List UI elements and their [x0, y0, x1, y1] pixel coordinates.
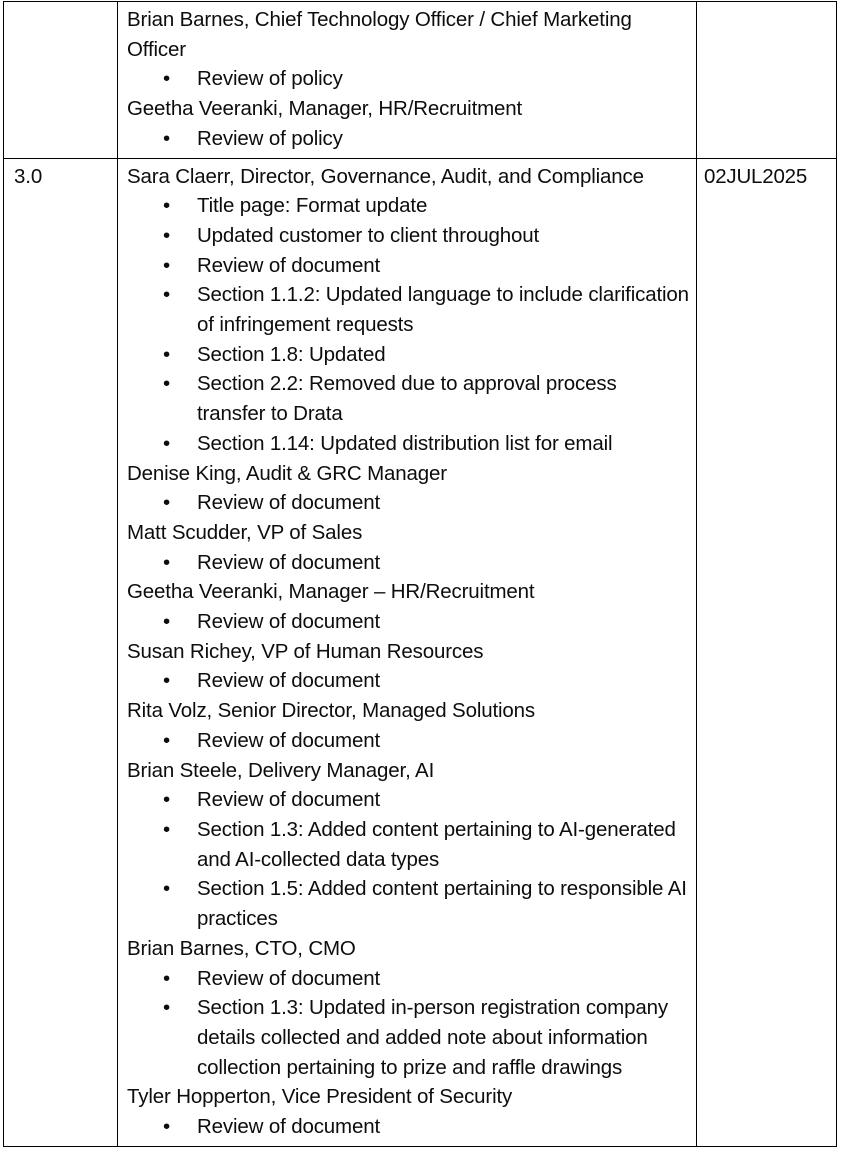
version-value: 3.0 [14, 164, 43, 188]
version-cell [4, 158, 118, 1146]
reviewer-name: Susan Richey, VP of Human Resources [127, 639, 484, 663]
reviewer-name: Denise King, Audit & GRC Manager [127, 461, 447, 485]
change-list-item: • Section 1.14: Updated distribution list for email [127, 429, 690, 459]
change-list-item: • Review of policy [127, 64, 690, 94]
change-list [127, 964, 690, 1083]
reviewer-name: Geetha Veeranki, Manager – HR/Recruitment [127, 580, 535, 604]
change-list [127, 666, 690, 696]
version-cell-inner [4, 159, 117, 196]
reviewer-name: Rita Volz, Senior Director, Managed Solutions [127, 699, 536, 723]
date-cell-inner [697, 2, 836, 9]
change-list [127, 726, 690, 756]
content-cell [118, 158, 697, 1146]
content-cell [118, 2, 697, 159]
change-list-item: • Section 1.5: Added content pertaining to responsible AI practices [127, 874, 690, 933]
change-list-item: • Review of document [127, 1112, 690, 1142]
change-list [127, 191, 690, 458]
change-list-item: • Review of document [127, 251, 690, 281]
reviewer-name: Brian Barnes, CTO, CMO [127, 936, 356, 960]
reviewer-name: Matt Scudder, VP of Sales [127, 520, 363, 544]
table-body [4, 2, 837, 1147]
reviewer-name: Tyler Hopperton, Vice President of Security [127, 1085, 513, 1109]
change-list-item: • Section 1.1.2: Updated language to include clarification of infringement requests [127, 280, 690, 339]
change-list-item: • Section 1.8: Updated [127, 340, 690, 370]
reviewer-name: Sara Claerr, Director, Governance, Audit, and Compliance [127, 164, 644, 188]
change-list [127, 124, 690, 154]
table-row [4, 158, 837, 1146]
change-list-item: • Review of document [127, 488, 690, 518]
change-list [127, 785, 690, 934]
change-list [127, 548, 690, 578]
change-list-item: • Section 1.3: Added content pertaining to AI-generated and AI-collected data types [127, 815, 690, 874]
change-list-item: • Review of policy [127, 124, 690, 154]
version-cell [4, 2, 118, 159]
change-list-item: • Review of document [127, 726, 690, 756]
change-list-item: • Review of document [127, 666, 690, 696]
revision-history-table [3, 1, 837, 1147]
table-row [4, 2, 837, 159]
reviewer-name: Geetha Veeranki, Manager, HR/Recruitment [127, 97, 523, 121]
change-list [127, 607, 690, 637]
content-cell-inner [118, 159, 696, 1146]
change-list [127, 64, 690, 94]
version-cell-inner [4, 2, 117, 9]
change-list-item: • Title page: Format update [127, 191, 690, 221]
reviewer-name: Brian Steele, Delivery Manager, AI [127, 758, 435, 782]
change-list-item: • Section 1.3: Updated in-person registration company details collected and added note about information collection pertaining to prize and raffle drawings [127, 993, 690, 1082]
change-list-item: • Section 2.2: Removed due to approval process transfer to Drata [127, 369, 690, 428]
reviewer-name: Brian Barnes, Chief Technology Officer / Chief Marketing Officer [127, 8, 632, 61]
change-list-item: • Review of document [127, 785, 690, 815]
change-list [127, 1112, 690, 1142]
content-cell-inner [118, 2, 696, 158]
date-value: 02JUL2025 [704, 164, 808, 188]
change-list [127, 488, 690, 518]
date-cell [697, 2, 837, 159]
change-list-item: • Review of document [127, 964, 690, 994]
date-cell-inner [697, 159, 836, 196]
change-list-item: • Review of document [127, 607, 690, 637]
change-list-item: • Updated customer to client throughout [127, 221, 690, 251]
change-list-item: • Review of document [127, 548, 690, 578]
date-cell [697, 158, 837, 1146]
